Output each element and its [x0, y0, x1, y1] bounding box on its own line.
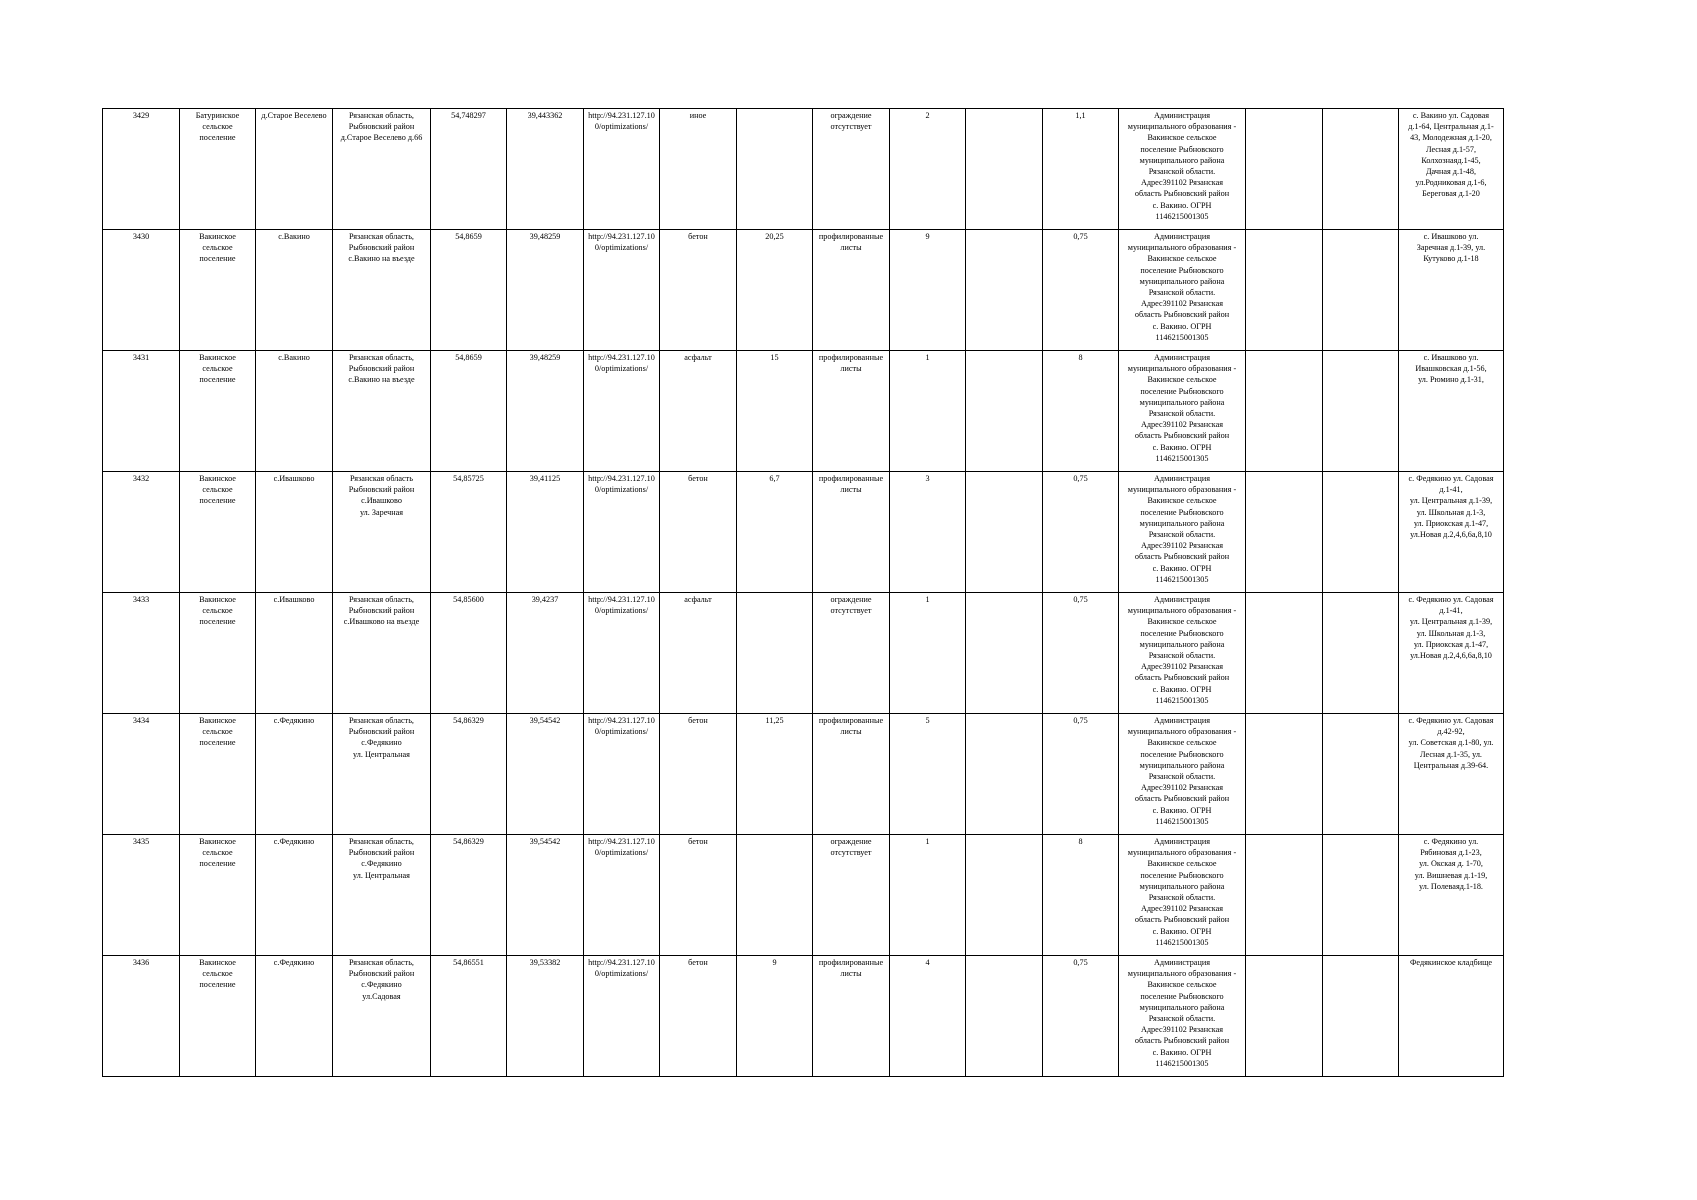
- container-count-cell: 4: [890, 956, 966, 1077]
- waste-sources-cell: с. Вакино ул. Садовая д.1-64, Центральная д.1- 43, Молодежная д.1-20, Лесная д.1-57, Колхознаяд.1-45, Дачная д.1-48, ул.Родниковая д.1-6, Береговая д.1-20: [1399, 109, 1504, 230]
- waste-sources-cell: с. Федякино ул. Рябиновая д.1-23, ул. Окская д. 1-70, ул. Вишневая д.1-19, ул. Полеваяд.1-18.: [1399, 835, 1504, 956]
- empty-cell: [1323, 351, 1399, 472]
- settlement-cell: Вакинское сельское поселение: [180, 835, 256, 956]
- longitude-cell: 39,54542: [507, 714, 584, 835]
- waste-sources-cell: с. Федякино ул. Садовая д.1-41, ул. Центральная д.1-39, ул. Школьная д.1-3, ул. Приокская д.1-47, ул.Новая д.2,4,6,6а,8,10: [1399, 472, 1504, 593]
- longitude-cell: 39,443362: [507, 109, 584, 230]
- table-row: [103, 230, 1504, 351]
- latitude-cell: 54,86329: [431, 835, 507, 956]
- container-count-cell: 2: [890, 109, 966, 230]
- empty-cell: [1323, 714, 1399, 835]
- owner-cell: Администрация муниципального образования - Вакинское сельское поселение Рыбновского муниципального района Рязанской области. Адрес391102 Рязанская область Рыбновский район с. Вакино. ОГРН 1146215001305: [1119, 351, 1246, 472]
- area-cell: 11,25: [737, 714, 813, 835]
- locality-cell: с.Ивашково: [256, 472, 333, 593]
- empty-cell: [1246, 351, 1323, 472]
- owner-cell: Администрация муниципального образования - Вакинское сельское поселение Рыбновского муниципального района Рязанской области. Адрес391102 Рязанская область Рыбновский район с. Вакино. ОГРН 1146215001305: [1119, 714, 1246, 835]
- table-row: [103, 109, 1504, 230]
- empty-cell: [1246, 109, 1323, 230]
- longitude-cell: 39,48259: [507, 230, 584, 351]
- empty-cell: [1323, 956, 1399, 1077]
- container-count-cell: 1: [890, 593, 966, 714]
- surface-cell: бетон: [660, 472, 737, 593]
- latitude-cell: 54,748297: [431, 109, 507, 230]
- locality-cell: с.Вакино: [256, 230, 333, 351]
- table-row: [103, 956, 1504, 1077]
- empty-cell: [1246, 956, 1323, 1077]
- container-volume-cell: 0,75: [1043, 714, 1119, 835]
- container-count-cell: 3: [890, 472, 966, 593]
- owner-cell: Администрация муниципального образования - Вакинское сельское поселение Рыбновского муниципального района Рязанской области. Адрес391102 Рязанская область Рыбновский район с. Вакино. ОГРН 1146215001305: [1119, 472, 1246, 593]
- empty-cell: [1323, 230, 1399, 351]
- container-volume-cell: 0,75: [1043, 472, 1119, 593]
- owner-cell: Администрация муниципального образования - Вакинское сельское поселение Рыбновского муниципального района Рязанской области. Адрес391102 Рязанская область Рыбновский район с. Вакино. ОГРН 1146215001305: [1119, 956, 1246, 1077]
- surface-cell: асфальт: [660, 351, 737, 472]
- row-number: 3429: [103, 109, 180, 230]
- fence-cell: профилированные листы: [813, 956, 890, 1077]
- map-link-cell: http://94.231.127.10 0/optimizations/: [584, 835, 660, 956]
- map-link-cell: http://94.231.127.10 0/optimizations/: [584, 230, 660, 351]
- address-cell: Рязанская область Рыбновский район с.Ивашково ул. Заречная: [333, 472, 431, 593]
- longitude-cell: 39,54542: [507, 835, 584, 956]
- area-cell: 9: [737, 956, 813, 1077]
- owner-cell: Администрация муниципального образования - Вакинское сельское поселение Рыбновского муниципального района Рязанской области. Адрес391102 Рязанская область Рыбновский район с. Вакино. ОГРН 1146215001305: [1119, 109, 1246, 230]
- settlement-cell: Вакинское сельское поселение: [180, 472, 256, 593]
- empty-cell: [966, 593, 1043, 714]
- map-link-cell: http://94.231.127.10 0/optimizations/: [584, 109, 660, 230]
- empty-cell: [1246, 230, 1323, 351]
- surface-cell: бетон: [660, 835, 737, 956]
- address-cell: Рязанская область, Рыбновский район с.Федякино ул.Садовая: [333, 956, 431, 1077]
- row-number: 3431: [103, 351, 180, 472]
- locality-cell: д.Старое Веселево: [256, 109, 333, 230]
- owner-cell: Администрация муниципального образования - Вакинское сельское поселение Рыбновского муниципального района Рязанской области. Адрес391102 Рязанская область Рыбновский район с. Вакино. ОГРН 1146215001305: [1119, 593, 1246, 714]
- address-cell: Рязанская область, Рыбновский район с.Федякино ул. Центральная: [333, 714, 431, 835]
- container-volume-cell: 0,75: [1043, 593, 1119, 714]
- waste-sources-cell: с. Ивашково ул. Заречная д.1-39, ул. Кутуково д.1-18: [1399, 230, 1504, 351]
- table-row: [103, 714, 1504, 835]
- fence-cell: ограждение отсутствует: [813, 109, 890, 230]
- address-cell: Рязанская область, Рыбновский район с.Вакино на въезде: [333, 230, 431, 351]
- waste-sources-cell: с. Ивашково ул. Ивашковская д.1-56, ул. Рюмино д.1-31,: [1399, 351, 1504, 472]
- longitude-cell: 39,41125: [507, 472, 584, 593]
- empty-cell: [1246, 593, 1323, 714]
- empty-cell: [966, 109, 1043, 230]
- container-volume-cell: 8: [1043, 835, 1119, 956]
- row-number: 3430: [103, 230, 180, 351]
- latitude-cell: 54,85725: [431, 472, 507, 593]
- surface-cell: асфальт: [660, 593, 737, 714]
- owner-cell: Администрация муниципального образования - Вакинское сельское поселение Рыбновского муниципального района Рязанской области. Адрес391102 Рязанская область Рыбновский район с. Вакино. ОГРН 1146215001305: [1119, 835, 1246, 956]
- empty-cell: [966, 472, 1043, 593]
- latitude-cell: 54,85600: [431, 593, 507, 714]
- row-number: 3433: [103, 593, 180, 714]
- empty-cell: [1246, 714, 1323, 835]
- registry-body: [103, 109, 1504, 1077]
- longitude-cell: 39,53382: [507, 956, 584, 1077]
- fence-cell: ограждение отсутствует: [813, 835, 890, 956]
- row-number: 3436: [103, 956, 180, 1077]
- container-volume-cell: 1,1: [1043, 109, 1119, 230]
- row-number: 3435: [103, 835, 180, 956]
- container-count-cell: 1: [890, 835, 966, 956]
- empty-cell: [966, 230, 1043, 351]
- longitude-cell: 39,48259: [507, 351, 584, 472]
- container-count-cell: 1: [890, 351, 966, 472]
- latitude-cell: 54,8659: [431, 230, 507, 351]
- surface-cell: бетон: [660, 956, 737, 1077]
- empty-cell: [1246, 472, 1323, 593]
- empty-cell: [966, 956, 1043, 1077]
- empty-cell: [966, 714, 1043, 835]
- map-link-cell: http://94.231.127.10 0/optimizations/: [584, 714, 660, 835]
- settlement-cell: Вакинское сельское поселение: [180, 351, 256, 472]
- settlement-cell: Вакинское сельское поселение: [180, 714, 256, 835]
- settlement-cell: Вакинское сельское поселение: [180, 230, 256, 351]
- map-link-cell: http://94.231.127.10 0/optimizations/: [584, 956, 660, 1077]
- surface-cell: бетон: [660, 230, 737, 351]
- empty-cell: [1323, 472, 1399, 593]
- table-row: [103, 351, 1504, 472]
- container-count-cell: 9: [890, 230, 966, 351]
- fence-cell: профилированные листы: [813, 230, 890, 351]
- settlement-cell: Вакинское сельское поселение: [180, 956, 256, 1077]
- registry-table: [102, 108, 1504, 1077]
- map-link-cell: http://94.231.127.10 0/optimizations/: [584, 351, 660, 472]
- row-number: 3432: [103, 472, 180, 593]
- empty-cell: [1323, 835, 1399, 956]
- latitude-cell: 54,86551: [431, 956, 507, 1077]
- surface-cell: бетон: [660, 714, 737, 835]
- area-cell: 6,7: [737, 472, 813, 593]
- table-row: [103, 835, 1504, 956]
- area-cell: 20,25: [737, 230, 813, 351]
- fence-cell: профилированные листы: [813, 714, 890, 835]
- address-cell: Рязанская область, Рыбновский район с.Ивашково на въезде: [333, 593, 431, 714]
- waste-sources-cell: с. Федякино ул. Садовая д.1-41, ул. Центральная д.1-39, ул. Школьная д.1-3, ул. Приокская д.1-47, ул.Новая д.2,4,6,6а,8,10: [1399, 593, 1504, 714]
- fence-cell: ограждение отсутствует: [813, 593, 890, 714]
- container-count-cell: 5: [890, 714, 966, 835]
- map-link-cell: http://94.231.127.10 0/optimizations/: [584, 472, 660, 593]
- surface-cell: иное: [660, 109, 737, 230]
- address-cell: Рязанская область, Рыбновский район д.Старое Веселево д.66: [333, 109, 431, 230]
- waste-sources-cell: Федякинское кладбище: [1399, 956, 1504, 1077]
- area-cell: 15: [737, 351, 813, 472]
- waste-sources-cell: с. Федякино ул. Садовая д.42-92, ул. Советская д.1-80, ул. Лесная д.1-35, ул. Центральная д.39-64.: [1399, 714, 1504, 835]
- container-volume-cell: 0,75: [1043, 956, 1119, 1077]
- table-row: [103, 593, 1504, 714]
- address-cell: Рязанская область, Рыбновский район с.Вакино на въезде: [333, 351, 431, 472]
- map-link-cell: http://94.231.127.10 0/optimizations/: [584, 593, 660, 714]
- container-volume-cell: 8: [1043, 351, 1119, 472]
- row-number: 3434: [103, 714, 180, 835]
- area-cell: [737, 593, 813, 714]
- empty-cell: [1323, 109, 1399, 230]
- table-row: [103, 472, 1504, 593]
- container-volume-cell: 0,75: [1043, 230, 1119, 351]
- empty-cell: [1246, 835, 1323, 956]
- area-cell: [737, 835, 813, 956]
- locality-cell: с.Федякино: [256, 714, 333, 835]
- settlement-cell: Вакинское сельское поселение: [180, 593, 256, 714]
- settlement-cell: Батуринское сельское поселение: [180, 109, 256, 230]
- fence-cell: профилированные листы: [813, 351, 890, 472]
- latitude-cell: 54,8659: [431, 351, 507, 472]
- locality-cell: с.Ивашково: [256, 593, 333, 714]
- owner-cell: Администрация муниципального образования - Вакинское сельское поселение Рыбновского муниципального района Рязанской области. Адрес391102 Рязанская область Рыбновский район с. Вакино. ОГРН 1146215001305: [1119, 230, 1246, 351]
- address-cell: Рязанская область, Рыбновский район с.Федякино ул. Центральная: [333, 835, 431, 956]
- fence-cell: профилированные листы: [813, 472, 890, 593]
- locality-cell: с.Федякино: [256, 835, 333, 956]
- locality-cell: с.Федякино: [256, 956, 333, 1077]
- locality-cell: с.Вакино: [256, 351, 333, 472]
- area-cell: [737, 109, 813, 230]
- empty-cell: [966, 835, 1043, 956]
- empty-cell: [1323, 593, 1399, 714]
- latitude-cell: 54,86329: [431, 714, 507, 835]
- longitude-cell: 39,4237: [507, 593, 584, 714]
- empty-cell: [966, 351, 1043, 472]
